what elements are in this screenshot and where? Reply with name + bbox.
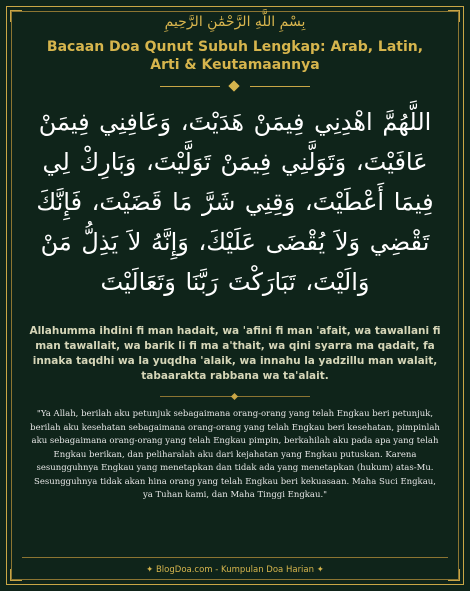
diamond-icon	[228, 80, 239, 91]
diamond-icon	[231, 393, 238, 400]
basmala: بِسْمِ اللَّهِ الرَّحْمَٰنِ الرَّحِيمِ	[164, 14, 306, 30]
divider-line-right	[250, 86, 310, 87]
prayer-translation: "Ya Allah, berilah aku petunjuk sebagaimana orang-orang yang telah Engkau beri petunjuk, berilah aku kesehatan sebagaimana orang-orang yang telah Engkau beri kesehatan, pimpinlah aku sebagaimana orang-orang yang telah Engkau pimpin, berkahilah aku pada apa yang telah Engkau berikan, dan peliharalah aku dari kejahatan yang Engkau putuskan. Karena sesungguhnya Engkau yang menetapkan dan tidak ada yang menetapkan (hukum) atas-Mu. Sesungguhnya tidak akan hina orang yang telah Engkau beri kekuasaan. Maha Suci Engkau, ya Tuhan kami, dan Maha Tinggi Engkau."	[30, 409, 440, 500]
prayer-arabic-text: اللَّهُمَّ اهْدِنِي فِيمَنْ هَدَيْتَ، وَعَافِنِي فِيمَنْ عَافَيْتَ، وَتَوَلَّنِي فِيمَنْ تَوَلَّيْتَ، وَبَارِكْ لِي فِيمَا أَعْطَيْتَ، وَقِنِي شَرَّ مَا قَضَيْتَ، فَإِنَّكَ تَقْضِي وَلاَ يُقْضَى عَلَيْكَ، وَإِنَّهُ لاَ يَذِلُّ مَنْ وَالَيْتَ، تَبَارَكْتَ رَبَّنَا وَتَعَالَيْتَ	[36, 108, 434, 296]
divider-line-left	[160, 86, 220, 87]
card-content	[14, 10, 456, 503]
small-ornament-divider	[160, 394, 310, 400]
ornament-divider	[160, 82, 310, 92]
footer-divider	[22, 557, 448, 558]
page-title: Bacaan Doa Qunut Subuh Lengkap: Arab, Latin, Arti & Keutamaannya	[46, 39, 424, 73]
footer-credit: ✦ BlogDoa.com - Kumpulan Doa Harian ✦	[146, 565, 324, 575]
prayer-latin-transliteration: Allahumma ihdini fi man hadait, wa 'afini fi man 'afait, wa tawallani fi man tawallait, wa barik li fi ma a'thait, wa qini syarra ma qadait, fa innaka taqdhi wa la yuqdha 'alaik, wa innahu la yadzillu man walait, tabaarakta rabbana wa ta'alait.	[29, 325, 441, 382]
